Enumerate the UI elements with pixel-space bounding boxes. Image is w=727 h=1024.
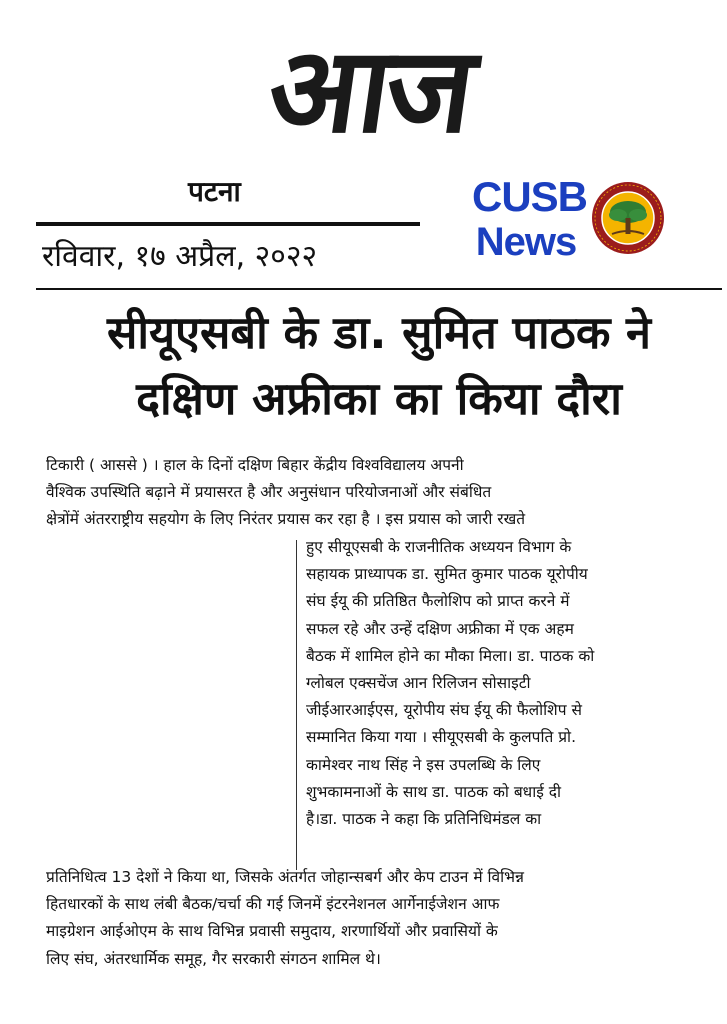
badge-line-cusb: CUSB [472,173,588,220]
text-line: सम्मानित किया गया । सीयूएसबी के कुलपति प्रो. [306,728,576,747]
newspaper-masthead [180,20,560,160]
university-tree-emblem-icon [590,180,666,256]
text-line: सहायक प्राध्यापक डा. सुमित कुमार पाठक यूरोपीय [306,565,588,584]
article-paragraph-closing [46,864,714,973]
article-paragraph-column [306,534,714,833]
header-divider [36,288,722,290]
badge-line-news: News [475,220,577,264]
text-line: प्रतिनिधित्व 13 देशों ने किया था, जिसके अंतर्गत जोहान्सबर्ग और केप टाउन में विभिन्न [46,868,524,886]
text-line: माइग्रेशन आईओएम के साथ विभिन्न प्रवासी समुदाय, शरणार्थियों और प्रवासियों के [46,922,498,941]
headline-line-1: सीयूएसबी के डा. सुमित पाठक ने [106,306,652,359]
text-line: क्षेत्रोंमें अंतरराष्ट्रीय सहयोग के लिए निरंतर प्रयास कर रहा है । इस प्रयास को जारी रखते [46,510,526,529]
article-headline [36,300,722,432]
text-line: बैठक में शामिल होने का मौका मिला। डा. पाठक को [306,646,595,665]
edition-date: रविवार, १७ अप्रैल, २०२२ [42,239,318,274]
masthead-divider [36,222,420,226]
cusb-news-badge [472,173,588,264]
text-line: है।डा. पाठक ने कहा कि प्रतिनिधिमंडल का [306,810,542,829]
article-paragraph-intro [46,452,714,534]
text-line: शुभकामनाओं के साथ डा. पाठक को बधाई दी [306,782,562,801]
text-line: जीईआरआईएस, यूरोपीय संघ ईयू की फैलोशिप से [306,701,582,720]
text-line: संघ ईयू की प्रतिष्ठित फैलोशिप को प्राप्त करने में [306,592,570,611]
text-line: वैश्विक उपस्थिति बढ़ाने में प्रयासरत है और अनुसंधान परियोजनाओं और संबंधित [46,483,492,502]
text-line: कामेश्वर नाथ सिंह ने इस उपलब्धि के लिए [306,755,541,774]
text-line: ग्लोबल एक्सचेंज आन रिलिजन सोसाइटी [306,674,531,693]
text-line: लिए संघ, अंतरधार्मिक समूह, गैर सरकारी संगठन शामिल थे। [46,949,381,968]
text-line: हितधारकों के साथ लंबी बैठक/चर्चा की गई जिनमें इंटरनेशनल आर्गेनाईजेशन आफ [46,895,500,914]
masthead-title: आज [260,21,480,159]
edition-city: पटना [188,175,241,208]
headline-line-2: दक्षिण अफ्रीका का किया दौरा [136,372,622,425]
text-line: टिकारी ( आससे ) । हाल के दिनों दक्षिण बिहार केंद्रीय विश्वविद्यालय अपनी [46,456,464,474]
column-divider [296,540,297,870]
text-line: हुए सीयूएसबी के राजनीतिक अध्ययन विभाग के [306,538,572,556]
text-line: सफल रहे और उन्हें दक्षिण अफ्रीका में एक अहम [306,619,574,638]
